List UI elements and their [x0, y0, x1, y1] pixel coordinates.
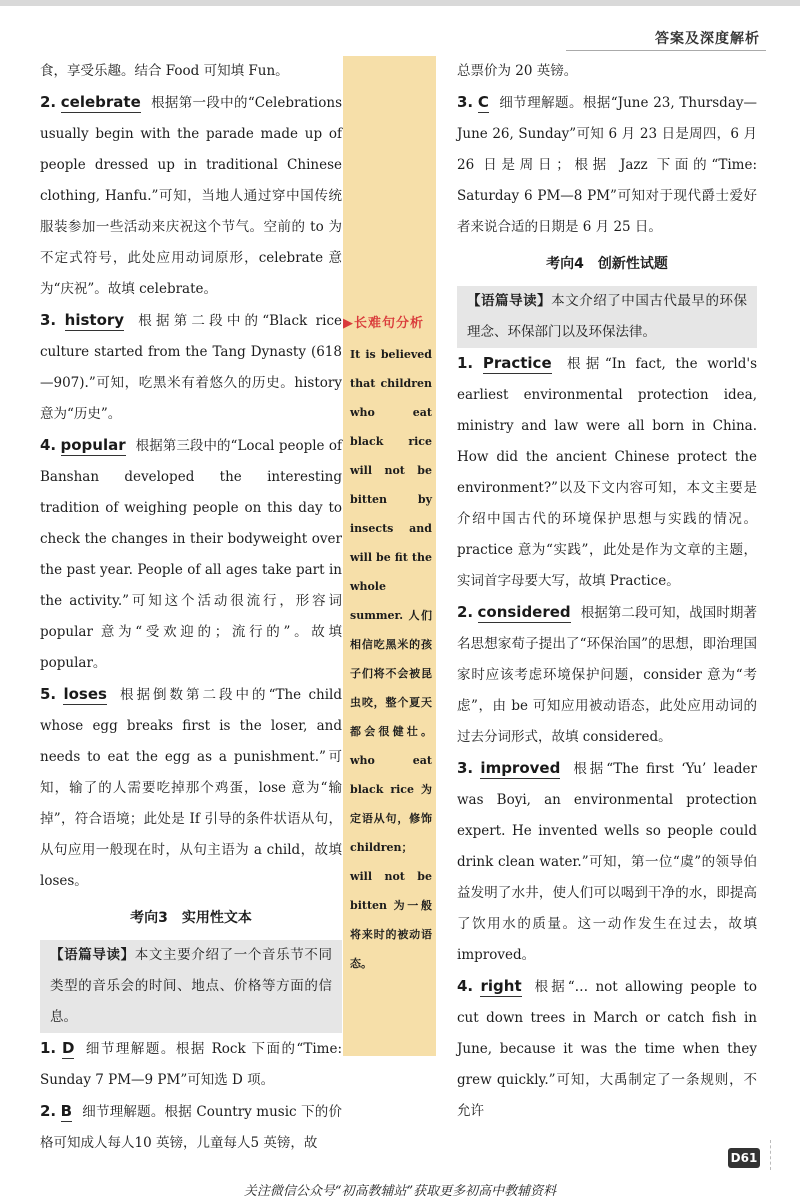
- left-q1: [40, 1033, 342, 1096]
- answer-letter: D: [61, 1039, 75, 1057]
- right-item-4: [457, 971, 757, 1127]
- item-explanation: 根据第二段可知，战国时期著名思想家荀子提出了“环保治国”的思想，即治理国家时应该考虑环境保护问题，consider 意为“考虑”，由 be 可知应用被动语态，此处应用动词的过去分词形式，故填 considered。: [457, 605, 757, 745]
- left-intro: 食，享受乐趣。结合 Food 可知填 Fun。: [40, 63, 289, 79]
- right-column: [457, 56, 757, 1127]
- left-item-4: [40, 430, 342, 679]
- right-item-1: [457, 348, 757, 597]
- long-sentence-analysis: It is believed that children who eat black rice will not be bitten by insects and will be fit the whole summer. 人们相信吃黑米的孩子们将不会被昆虫咬，整个夏天都会很健壮。who eat black rice 为定语从句，修饰 children；will not be bitten 为一般将来时的被动语态。: [350, 348, 432, 970]
- section-heading-4: 考向4 创新性试题: [546, 256, 668, 272]
- guide-label: 【语篇导读】: [50, 947, 135, 963]
- right-q3: [457, 87, 757, 243]
- item-number: 5.: [40, 685, 57, 703]
- item-explanation: 根据“The first ‘Yu’ leader was Boyi, an environmental protection expert. He invented wells so people could drink clean water.”可知，第一位“虞”的领导伯益发明了水井，使人们可以喝到干净的水，即提高了饮用水的质量。这一动作发生在过去，故填 improved。: [457, 761, 757, 963]
- answer-word: history: [64, 311, 125, 329]
- footer-note: 关注微信公众号“初高教辅站”获取更多初高中教辅资料: [243, 1184, 557, 1199]
- item-number: 4.: [457, 977, 474, 995]
- item-number: 3.: [457, 93, 474, 111]
- right-item-2: [457, 597, 757, 753]
- guide-label: 【语篇导读】: [467, 293, 552, 309]
- answer-letter: B: [60, 1102, 73, 1120]
- guide-text: 本文介绍了中国古代最早的环保理念、环保部门以及环保法律。: [467, 293, 748, 340]
- right-intro: 总票价为 20 英镑。: [457, 63, 578, 79]
- left-item-5: [40, 679, 342, 897]
- page-number: D61: [728, 1148, 760, 1168]
- item-number: 2.: [40, 93, 57, 111]
- header-rule: [566, 50, 766, 51]
- section-heading-3: 考向3 实用性文本: [130, 910, 252, 926]
- item-number: 1.: [457, 354, 474, 372]
- answer-word: popular: [60, 436, 126, 454]
- guide-text: 本文主要介绍了一个音乐节不同类型的音乐会的时间、地点、价格等方面的信息。: [50, 947, 333, 1025]
- margin-dash: [770, 1140, 791, 1170]
- left-column: [40, 56, 342, 1159]
- left-q2: [40, 1096, 342, 1159]
- item-explanation: 细节理解题。根据 Rock 下面的“Time: Sunday 7 PM—9 PM”可知选 D 项。: [40, 1041, 342, 1088]
- answer-word: loses: [63, 685, 107, 703]
- item-number: 3.: [457, 759, 474, 777]
- long-sentence-tag: ▶长难句分析: [343, 316, 424, 331]
- item-explanation: 细节理解题。根据“June 23, Thursday—June 26, Sunday”可知 6 月 23 日是周四，6 月 26 日是周日；根据 Jazz 下面的“Time: Saturday 6 PM—8 PM”可知对于现代爵士爱好者来说合适的日期是 6 月 25 日。: [457, 95, 757, 235]
- item-number: 1.: [40, 1039, 57, 1057]
- answer-word: celebrate: [60, 93, 141, 111]
- reading-guide: [457, 286, 757, 348]
- left-item-3: [40, 305, 342, 430]
- answer-word: Practice: [482, 354, 552, 372]
- item-number: 3.: [40, 311, 57, 329]
- item-explanation: 根据倒数第二段中的“The child whose egg breaks first is the loser, and needs to eat the egg as a punishment.”可知，输了的人需要吃掉那个鸡蛋，lose 意为“输掉”，符合语境；此处是 If 引导的条件状语从句，从句应用一般现在时，从句主语为 a child，故填 loses。: [40, 687, 342, 889]
- reading-guide: [40, 940, 342, 1033]
- item-explanation: 根据“… not allowing people to cut down trees in March or catch fish in June, because it was the time when they grew quickly.”可知，大禹制定了一条规则，不允许: [457, 979, 757, 1119]
- top-bar: [0, 0, 800, 22]
- answer-word: considered: [477, 603, 571, 621]
- top-border: [0, 0, 800, 6]
- answer-word: right: [480, 977, 522, 995]
- answer-word: improved: [480, 759, 561, 777]
- item-explanation: 根据第二段中的“Black rice culture started from the Tang Dynasty (618—907).”可知，吃黑米有着悠久的历史。history 意为“历史”。: [40, 313, 343, 422]
- item-number: 2.: [457, 603, 474, 621]
- item-number: 2.: [40, 1102, 57, 1120]
- left-item-2: [40, 87, 342, 305]
- answer-letter: C: [477, 93, 489, 111]
- item-explanation: 根据“In fact, the world's earliest environmental protection idea, ministry and law were all born in China. How did the ancient Chinese protect the environment?”以及下文内容可知，本文主要是介绍中国古代的环境保护思想与实践的情况。practice 意为“实践”，此处是作为文章的主题，实词首字母要大写，故填 Practice。: [457, 356, 757, 589]
- item-explanation: 细节理解题。根据 Country music 下的价格可知成人每人10 英镑，儿童每人5 英镑，故: [40, 1104, 342, 1151]
- item-explanation: 根据第三段中的“Local people of Banshan developed the interesting tradition of weighing people on this day to check the changes in their bodyweight over the past year. People of all ages take part in the activity.”可知这个活动很流行，形容词 popular 意为“受欢迎的；流行的”。故填 popular。: [40, 438, 343, 671]
- item-explanation: 根据第一段中的“Celebrations usually begin with the parade made up of people dressed up in traditional Chinese clothing, Hanfu.”可知，当地人通过穿中国传统服装参加一些活动来庆祝这个节气。空前的 to 为不定式符号，此处应用动词原形，celebrate 意为“庆祝”。故填 celebrate。: [40, 95, 342, 297]
- page-header-title: 答案及深度解析: [655, 31, 760, 47]
- right-item-3: [457, 753, 757, 971]
- item-number: 4.: [40, 436, 57, 454]
